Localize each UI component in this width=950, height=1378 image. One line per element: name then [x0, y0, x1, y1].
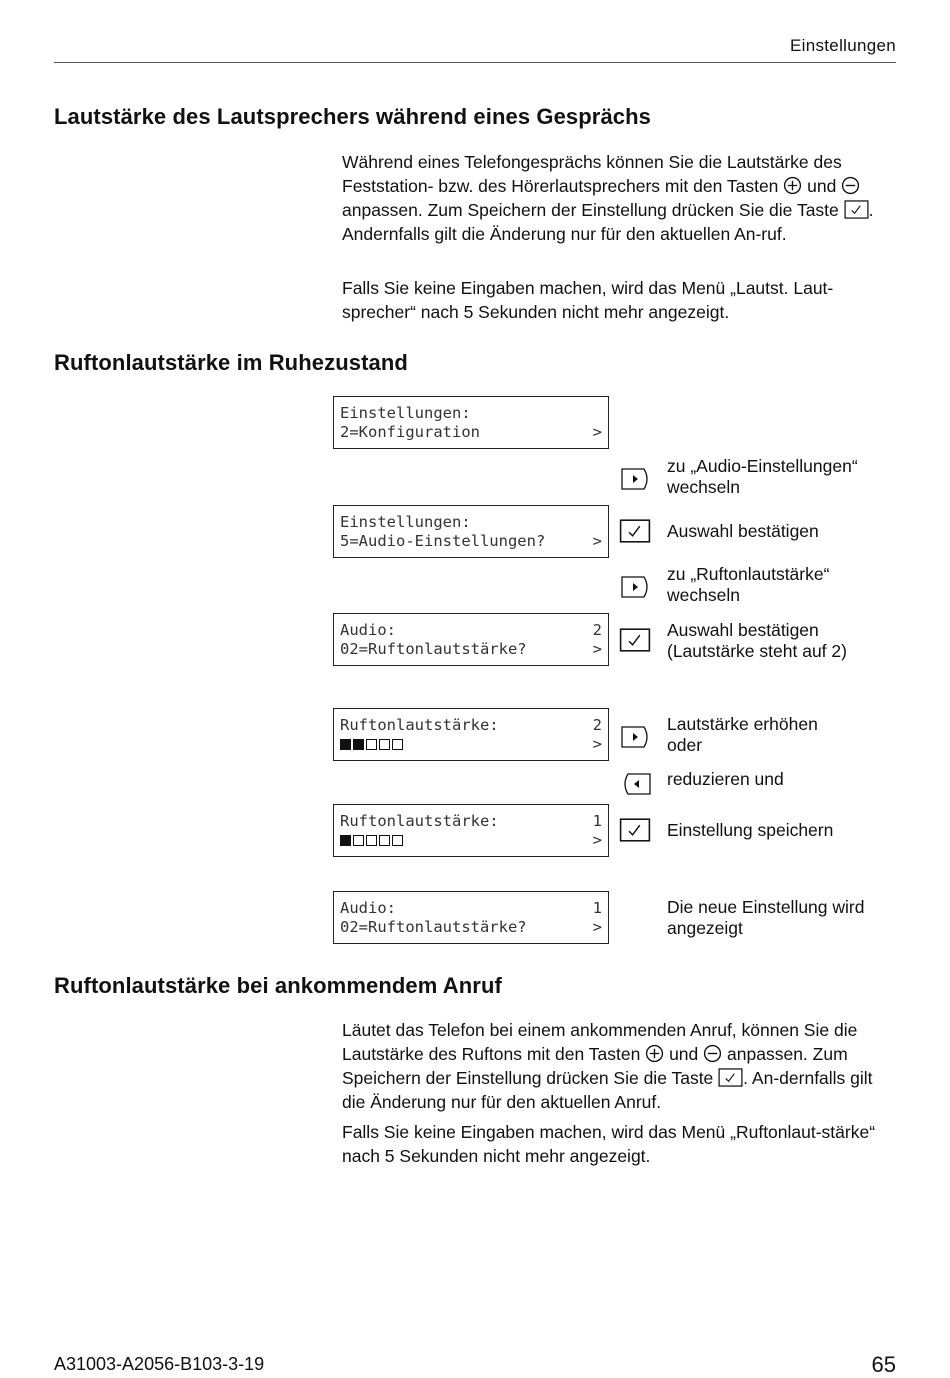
- speaker-volume-paragraph: [342, 150, 898, 246]
- step-description: [667, 714, 818, 756]
- speaker-volume-note: Falls Sie keine Eingaben machen, wird das Menü „Lautst. Laut-sprecher“ nach 5 Sekunden nicht mehr angezeigt.: [342, 278, 834, 322]
- step-text: Lautstärke erhöhen: [667, 714, 818, 734]
- display-line: Audio:: [340, 899, 396, 917]
- left-arrow-key-icon: [619, 772, 651, 796]
- volume-segment-empty: [379, 835, 390, 846]
- display-arrow: >: [592, 423, 602, 441]
- step-text: (Lautstärke steht auf 2): [667, 641, 847, 661]
- volume-level-bar: [340, 735, 405, 755]
- ok-check-key-icon: [619, 818, 651, 842]
- text-segment: . Andernfalls gilt die Änderung nur für den aktuellen An-ruf.: [342, 200, 874, 244]
- volume-segment-empty: [392, 739, 403, 750]
- display-screen: [333, 708, 609, 761]
- display-value: 1: [592, 899, 602, 917]
- right-arrow-key-icon: [619, 725, 651, 749]
- step-text: wechseln: [667, 477, 740, 497]
- display-line: Ruftonlautstärke:: [340, 716, 499, 734]
- ok-check-key-icon: [619, 628, 651, 652]
- display-line: 02=Ruftonlautstärke?: [340, 918, 527, 936]
- plus-key-icon: [783, 176, 802, 195]
- step-description: [667, 456, 858, 498]
- section-title-speaker-volume: Lautstärke des Lautsprechers während eines Gesprächs: [54, 104, 651, 129]
- volume-segment-empty: [366, 739, 377, 750]
- display-value: 2: [592, 716, 602, 734]
- volume-segment-empty: [392, 835, 403, 846]
- display-line: 2=Konfiguration: [340, 423, 480, 441]
- display-value: 1: [592, 812, 602, 830]
- volume-segment-filled: [340, 739, 351, 750]
- step-description: [667, 897, 864, 939]
- display-screen: [333, 891, 609, 944]
- document-number: A31003-A2056-B103-3-19: [54, 1354, 265, 1374]
- right-arrow-key-icon: [619, 467, 651, 491]
- step-text: angezeigt: [667, 918, 743, 938]
- display-arrow: >: [592, 532, 602, 550]
- display-screen: [333, 804, 609, 857]
- step-text: wechseln: [667, 585, 740, 605]
- step-text: Einstellung speichern: [667, 820, 834, 840]
- header-section-title: Einstellungen: [790, 36, 896, 55]
- section-title-idle-ringer-volume: Ruftonlautstärke im Ruhezustand: [54, 350, 408, 375]
- incoming-volume-note: Falls Sie keine Eingaben machen, wird das Menü „Ruftonlaut-stärke“ nach 5 Sekunden nicht mehr angezeigt.: [342, 1122, 876, 1166]
- minus-key-icon: [841, 176, 860, 195]
- step-text: reduzieren und: [667, 769, 784, 789]
- step-text: zu „Audio-Einstellungen“: [667, 456, 858, 476]
- display-line: Einstellungen:: [340, 513, 471, 531]
- step-description: [667, 564, 829, 606]
- plus-key-icon: [645, 1044, 664, 1063]
- text-segment: anpassen. Zum Speichern der Einstellung drücken Sie die Taste: [342, 200, 839, 220]
- display-line: Ruftonlautstärke:: [340, 812, 499, 830]
- display-arrow: >: [592, 640, 602, 658]
- display-screen: [333, 505, 609, 558]
- step-text: oder: [667, 735, 703, 755]
- ok-check-key-icon: [619, 519, 651, 543]
- step-description: [667, 521, 819, 542]
- incoming-volume-paragraph: [342, 1018, 898, 1114]
- ok-check-key-icon: [718, 1068, 743, 1087]
- text-segment: Während eines Telefongesprächs können Sie die Lautstärke des Feststation- bzw. des Hörerlautsprechers mit den Tasten: [342, 152, 842, 196]
- display-line: 02=Ruftonlautstärke?: [340, 640, 527, 658]
- volume-segment-filled: [340, 835, 351, 846]
- display-line: 5=Audio-Einstellungen?: [340, 532, 546, 550]
- page-number: 65: [871, 1352, 896, 1377]
- text-segment: anpassen. Zum Speichern der Einstellung drücken Sie die Taste: [342, 1044, 848, 1088]
- text-segment: und: [669, 1044, 699, 1064]
- display-arrow: >: [592, 735, 602, 753]
- text-segment: Läutet das Telefon bei einem ankommenden Anruf, können Sie die Lautstärke des Ruftons mit den Tasten: [342, 1020, 858, 1064]
- volume-segment-empty: [366, 835, 377, 846]
- volume-segment-empty: [353, 835, 364, 846]
- step-text: Die neue Einstellung wird: [667, 897, 865, 917]
- volume-segment-filled: [353, 739, 364, 750]
- right-arrow-key-icon: [619, 575, 651, 599]
- text-segment: . An-dernfalls gilt die Änderung nur für den aktuellen Anruf.: [342, 1068, 873, 1112]
- text-segment: und: [807, 176, 837, 196]
- display-line: Einstellungen:: [340, 404, 471, 422]
- volume-segment-empty: [379, 739, 390, 750]
- step-text: zu „Ruftonlautstärke“: [667, 564, 830, 584]
- display-screen: [333, 613, 609, 666]
- display-arrow: >: [592, 831, 602, 849]
- display-screen: [333, 396, 609, 449]
- section-title-incoming-ringer-volume: Ruftonlautstärke bei ankommendem Anruf: [54, 973, 502, 998]
- page-header: [54, 36, 896, 63]
- ok-check-key-icon: [844, 200, 869, 219]
- display-arrow: >: [592, 918, 602, 936]
- minus-key-icon: [703, 1044, 722, 1063]
- display-line: Audio:: [340, 621, 396, 639]
- volume-level-bar: [340, 831, 405, 851]
- step-text: Auswahl bestätigen: [667, 620, 819, 640]
- step-description: [667, 769, 784, 790]
- display-value: 2: [592, 621, 602, 639]
- step-description: [667, 820, 833, 841]
- step-text: Auswahl bestätigen: [667, 521, 819, 541]
- step-description: [667, 620, 847, 662]
